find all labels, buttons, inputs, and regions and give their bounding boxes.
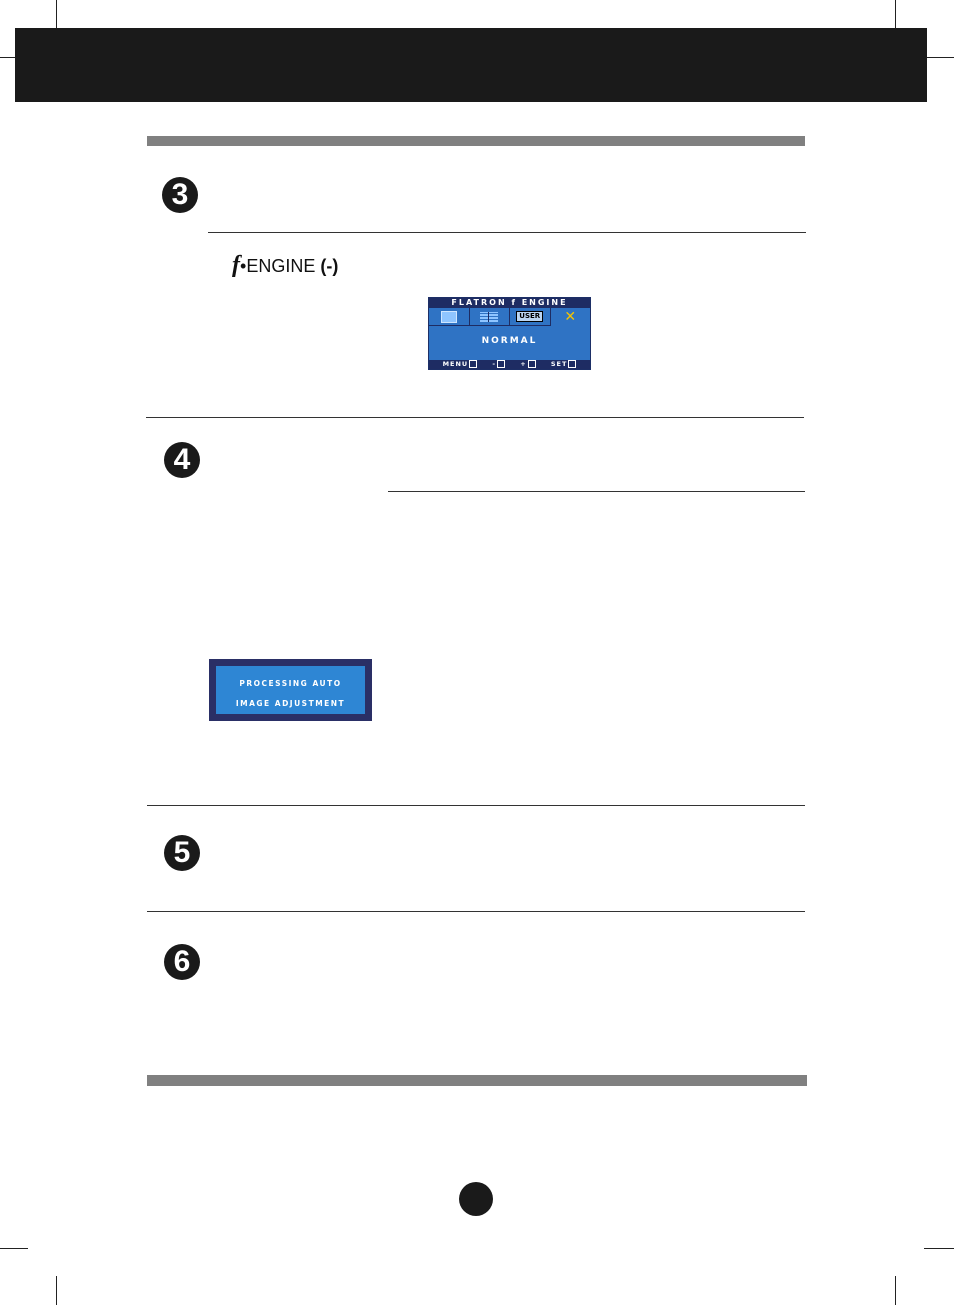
section-3-subrule: [208, 232, 806, 233]
minus-key-icon: [497, 360, 505, 368]
section-4-subrule: [388, 491, 805, 492]
section-number-6: 6: [164, 944, 200, 980]
top-divider-bar: [147, 136, 805, 146]
grid-icon: [480, 312, 498, 322]
section-4-bottom-rule: [147, 805, 805, 806]
section-number-4: 4: [164, 442, 200, 478]
user-label: USER: [516, 311, 543, 322]
crop-mark-bl-v: [56, 1276, 57, 1305]
osd-set-key: SET: [551, 360, 577, 369]
fengine-label: [232, 252, 338, 279]
crop-mark-tr-h: [924, 57, 954, 58]
osd-tab-grid[interactable]: [470, 308, 511, 326]
osd-menu-key: MENU: [443, 360, 478, 369]
crop-mark-bl-h: [0, 1248, 28, 1249]
set-key-icon: [568, 360, 576, 368]
osd-bottom-bar: [429, 360, 590, 369]
processing-line-2: IMAGE ADJUSTMENT: [235, 699, 346, 708]
osd-plus-key: +: [520, 360, 535, 369]
fengine-paren: (-): [320, 256, 339, 276]
fengine-bullet: •: [240, 256, 247, 276]
tool-icon: ✕: [564, 309, 577, 325]
crop-mark-br-h: [924, 1248, 954, 1249]
osd-tab-screen[interactable]: [429, 308, 470, 326]
section-5-bottom-rule: [147, 911, 805, 912]
screen-icon: [441, 311, 457, 323]
page-number-dot: [459, 1182, 493, 1216]
bottom-divider-bar: [147, 1075, 807, 1086]
osd-minus-key: -: [492, 360, 505, 369]
section-3-bottom-rule: [146, 417, 804, 418]
menu-key-icon: [469, 360, 477, 368]
crop-mark-tl-v: [56, 0, 57, 30]
osd-mode: NORMAL: [481, 336, 538, 346]
header-bar: [15, 28, 927, 102]
crop-mark-tr-v: [895, 0, 896, 30]
processing-line-1: PROCESSING AUTO: [239, 679, 342, 688]
section-number-5: 5: [164, 835, 200, 871]
osd-tab-user[interactable]: [510, 308, 551, 326]
flatron-osd: [428, 297, 591, 370]
osd-title: FLATRON f ENGINE: [429, 298, 590, 308]
section-number-3: 3: [162, 177, 198, 213]
fengine-text: ENGINE: [246, 256, 316, 276]
osd-tab-tool[interactable]: [551, 308, 591, 326]
fengine-f-glyph: f: [232, 252, 240, 278]
crop-mark-br-v: [895, 1276, 896, 1305]
processing-osd-inner: [216, 666, 365, 714]
processing-osd: [209, 659, 372, 721]
plus-key-icon: [528, 360, 536, 368]
osd-tabs: [429, 308, 590, 326]
